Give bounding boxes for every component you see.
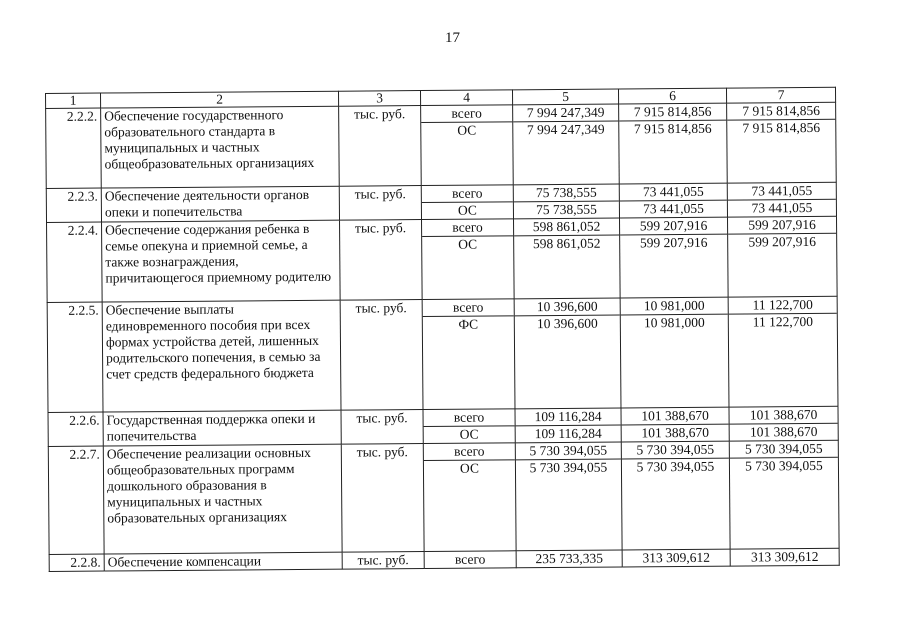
item-name: Обеспечение выплаты единовременного пособия при всех формах устройства детей, лишенных родительского попечения, в семью за счет средств федерального бюджета: [102, 300, 341, 412]
value: 10 396,600: [536, 298, 598, 315]
value: 5 730 394,055: [636, 441, 715, 458]
value-col-6: [619, 103, 728, 184]
value: 235 733,335: [535, 550, 603, 567]
table-row: [48, 440, 839, 554]
funding-type: ОС: [424, 425, 515, 443]
value: 101 388,670: [641, 407, 709, 424]
funding-type: всего: [452, 299, 484, 315]
value: 73 441,055: [728, 199, 836, 217]
value-col-7: [728, 296, 838, 407]
item-number: 2.2.4.: [47, 222, 103, 302]
value-col-6: [619, 183, 727, 218]
value: 598 861,052: [532, 218, 601, 235]
value: 101 388,670: [622, 424, 729, 442]
funding-type: ОС: [421, 121, 512, 139]
value: 5 730 394,055: [516, 458, 621, 476]
value: 5 730 394,055: [622, 458, 729, 476]
value: 599 207,916: [728, 233, 836, 251]
value-col-5: [515, 442, 622, 551]
funding-type: всего: [451, 105, 482, 121]
value-col-6: [619, 217, 728, 298]
page-number: 17: [445, 30, 460, 46]
item-name: Обеспечение деятельности органов опеки и попечительства: [101, 186, 339, 222]
table-row: [46, 102, 837, 188]
funding-type: всего: [452, 185, 483, 201]
item-number: 2.2.7.: [48, 446, 104, 554]
funding-type-cell: [422, 299, 515, 410]
funding-type: всего: [453, 409, 485, 425]
value: 73 441,055: [751, 182, 813, 199]
value-col-7: [729, 406, 838, 441]
value: 5 730 394,055: [744, 440, 823, 457]
value: 10 981,000: [621, 314, 728, 332]
item-unit: тыс. руб.: [339, 106, 422, 187]
funding-type-cell: [423, 443, 516, 552]
funding-type: ФС: [423, 315, 514, 333]
item-name: Государственная поддержка опеки и попечительства: [103, 410, 341, 446]
item-unit: тыс. руб.: [341, 410, 423, 445]
funding-type-cell: [421, 185, 513, 220]
value: 5 730 394,055: [529, 442, 608, 459]
value-col-6: [621, 407, 729, 442]
value: 109 116,284: [534, 408, 602, 425]
value-col-5: [513, 104, 620, 185]
value: 313 309,612: [750, 548, 819, 565]
item-unit: тыс. руб.: [340, 300, 423, 411]
value: 598 861,052: [514, 234, 619, 252]
value: 109 116,284: [516, 424, 621, 442]
header-col-3: 3: [338, 91, 420, 107]
value: 7 915 814,856: [742, 102, 821, 119]
funding-type: ОС: [422, 201, 513, 219]
header-col-5: 5: [512, 89, 618, 105]
item-unit: тыс. руб.: [341, 444, 424, 553]
funding-type-cell: [423, 409, 515, 444]
value-col-6: [621, 441, 730, 550]
value: 7 915 814,856: [727, 119, 835, 137]
value-col-7: [730, 548, 839, 566]
header-col-6: 6: [618, 88, 726, 104]
value-col-5: [514, 218, 621, 299]
value-col-7: [727, 216, 837, 297]
item-number: 2.2.3.: [46, 188, 101, 222]
value: 599 207,916: [748, 216, 816, 233]
value: 73 441,055: [620, 200, 727, 218]
value-col-6: [622, 549, 730, 567]
value-col-5: [516, 550, 622, 568]
value: 7 994 247,349: [513, 120, 618, 138]
budget-table: [45, 87, 840, 572]
value: 101 388,670: [749, 406, 818, 423]
value: 11 122,700: [729, 313, 837, 331]
value: 75 738,555: [535, 184, 597, 201]
funding-type-cell: [421, 105, 514, 186]
item-name: Обеспечение компенсации: [104, 552, 342, 571]
item-number: 2.2.6.: [48, 412, 103, 446]
item-number: 2.2.5.: [47, 302, 103, 412]
item-name: Обеспечение содержания ребенка в семье опекуна и приемной семье, а также вознаграждения, причитающегося приемному родителю: [102, 220, 341, 302]
value-col-7: [729, 440, 839, 549]
funding-type: всего: [454, 551, 486, 567]
table-row: [47, 296, 838, 412]
value: 313 309,612: [642, 549, 710, 566]
header-col-4: 4: [420, 90, 512, 106]
funding-type-cell: [422, 219, 515, 300]
value: 10 396,600: [515, 314, 620, 332]
funding-type: ОС: [422, 235, 513, 253]
value-col-6: [620, 297, 729, 408]
header-col-2: 2: [101, 91, 339, 108]
value: 5 730 394,055: [730, 457, 838, 475]
value-col-5: [514, 298, 621, 409]
value: 73 441,055: [642, 183, 704, 200]
funding-type: всего: [452, 219, 483, 235]
table-row: [47, 216, 838, 302]
item-unit: тыс. руб.: [340, 220, 423, 301]
value-col-7: [727, 182, 836, 217]
item-number: 2.2.8.: [49, 554, 104, 571]
funding-type: ОС: [424, 459, 515, 477]
header-col-1: 1: [46, 93, 101, 108]
value: 11 122,700: [752, 296, 813, 313]
value: 7 915 814,856: [633, 103, 712, 120]
value-col-5: [515, 408, 621, 443]
value: 599 207,916: [639, 217, 708, 234]
funding-type: всего: [454, 443, 485, 459]
value: 7 994 247,349: [526, 104, 605, 121]
item-unit: тыс. руб.: [339, 186, 421, 221]
item-name: Обеспечение государственного образовательного стандарта в муниципальных и частных общеобразовательных организациях: [101, 106, 340, 188]
value: 7 915 814,856: [619, 120, 726, 138]
value: 10 981,000: [643, 297, 705, 314]
item-name: Обеспечение реализации основных общеобразовательных программ дошкольного образования в муниципальных и частных образовательных организациях: [103, 444, 342, 554]
value: 599 207,916: [620, 234, 727, 252]
item-number: 2.2.2.: [46, 108, 102, 188]
funding-type-cell: [424, 551, 516, 569]
value: 75 738,555: [514, 200, 619, 218]
value-col-5: [513, 184, 619, 219]
header-col-7: 7: [726, 87, 835, 103]
value: 101 388,670: [730, 423, 838, 441]
item-unit: тыс. руб.: [342, 552, 424, 570]
value-col-7: [727, 102, 837, 183]
